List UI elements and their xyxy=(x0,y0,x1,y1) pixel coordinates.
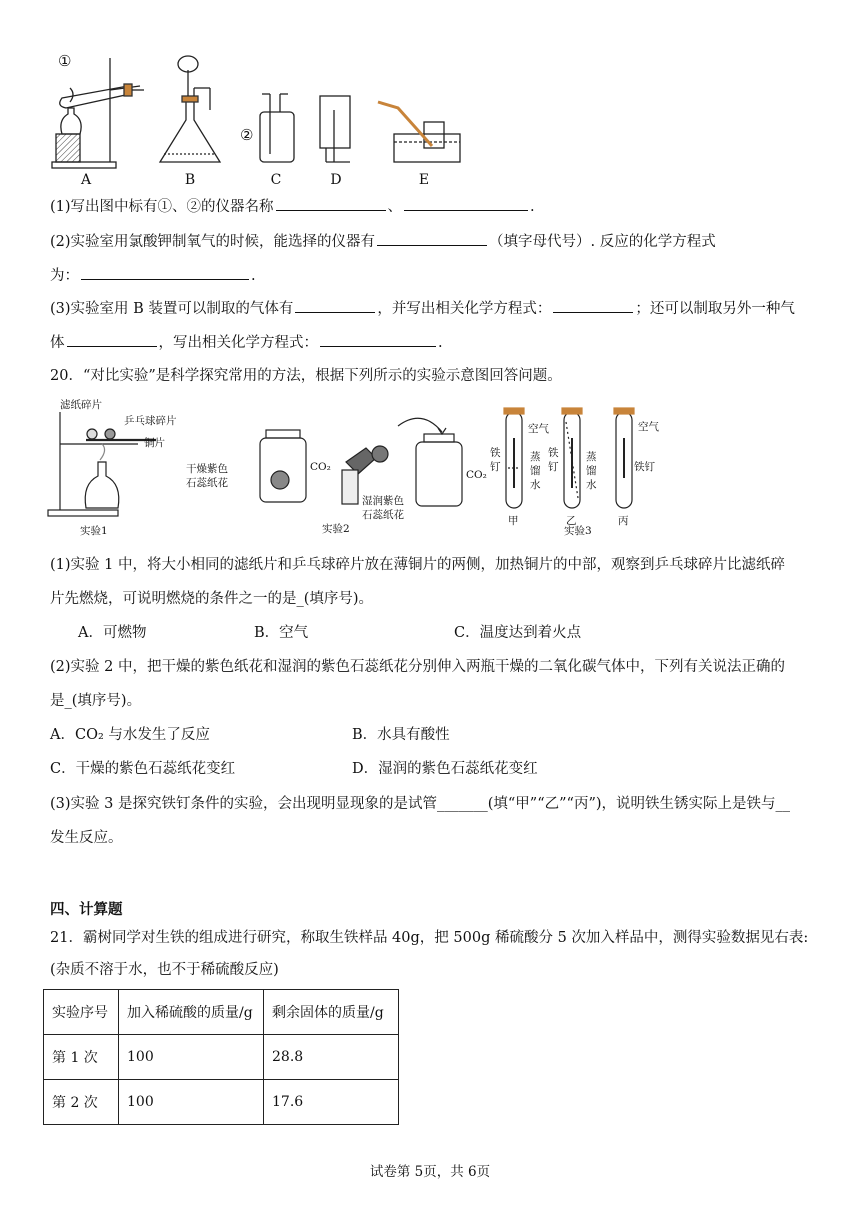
q19-part3: (3)实验室用 B 装置可以制取的气体有 ，并写出相关化学方程式： ；还可以制取另外一种气 xyxy=(50,298,795,319)
exp2-dry-label-2: 石蕊纸花 xyxy=(186,477,228,489)
label-b: B xyxy=(184,172,196,188)
q20-part1-line1: (1)实验 1 中，将大小相同的滤纸片和乒乓球碎片放在薄铜片的两侧，加热铜片的中部，观察到乒乓球碎片比滤纸碎 xyxy=(50,557,785,573)
option-c: C．温度达到着火点 xyxy=(454,625,582,641)
exp3-nail-label-2: 钉 xyxy=(490,461,501,473)
table-cell: 28.8 xyxy=(264,1035,399,1080)
label-a: A xyxy=(80,172,92,188)
q19-part2-cont: 为： . xyxy=(50,265,256,286)
section-title: 四、计算题 xyxy=(50,901,123,918)
q20-part2-line2: 是_(填序号)。 xyxy=(50,693,142,709)
table-cell: 第 2 次 xyxy=(44,1080,119,1125)
answer-blank[interactable] xyxy=(320,332,436,347)
option-a: A．CO₂ 与水发生了反应 xyxy=(50,727,210,743)
exp2-co2-label-2: CO₂ xyxy=(466,469,487,481)
answer-blank[interactable] xyxy=(67,332,157,347)
q20-part3-line2: 发生反应。 xyxy=(50,830,123,846)
q19-part2: (2)实验室用氯酸钾制氧气的时候，能选择的仪器有 （填字母代号）. 反应的化学方程式 xyxy=(50,231,716,252)
answer-blank[interactable] xyxy=(553,298,633,313)
exp3-tube-bing: 丙 xyxy=(618,515,629,527)
q20-part2-options-ab xyxy=(50,725,450,745)
exp3-b-nail-2: 钉 xyxy=(548,461,559,473)
exp3-b-water-3: 水 xyxy=(586,479,597,491)
exp1-filter-label: 滤纸碎片 xyxy=(60,399,102,411)
exp3-nail-label-1: 铁 xyxy=(490,447,501,459)
q20-intro: 20．“对比实验”是科学探究常用的方法，根据下列所示的实验示意图回答问题。 xyxy=(50,368,562,384)
table-header-cell: 加入稀硫酸的质量/g xyxy=(119,990,264,1035)
answer-blank[interactable] xyxy=(295,298,375,313)
answer-blank[interactable] xyxy=(404,196,528,211)
q21-line1: 21．霸树同学对生铁的组成进行研究，称取生铁样品 40g，把 500g 稀硫酸分 5 次加入样品中，测得实验数据见右表: xyxy=(50,930,809,946)
option-b: B．水具有酸性 xyxy=(352,727,450,743)
q20-part1-options xyxy=(78,623,581,643)
label-e: E xyxy=(418,172,430,188)
exp1-pingpong-label: 乒乓球碎片 xyxy=(124,415,177,427)
exp3-water-1: 蒸 xyxy=(530,451,541,463)
exp2-co2-label: CO₂ xyxy=(310,461,331,473)
exp3-tube-yi: 乙 xyxy=(566,515,577,527)
q20-part2-options-cd xyxy=(50,759,538,779)
q19-part1: (1)写出图中标有①、②的仪器名称 、 . xyxy=(50,196,535,217)
exp3-c-air-label: 空气 xyxy=(638,421,659,433)
table-cell: 17.6 xyxy=(264,1080,399,1125)
exp2-wet-label-1: 湿润紫色 xyxy=(362,495,404,507)
table-row xyxy=(44,1080,399,1125)
q21-line2: (杂质不溶于水，也不于稀硫酸反应) xyxy=(50,962,279,978)
exp2-label: 实验2 xyxy=(322,523,350,535)
table-header-cell: 实验序号 xyxy=(44,990,119,1035)
exp3-b-water-2: 馏 xyxy=(586,465,597,477)
q20-part3-line1: (3)实验 3 是探究铁钉条件的实验，会出现明显现象的是试管_______(填“甲”“乙”“丙”)，说明铁生锈实际上是铁与__ xyxy=(50,796,791,812)
answer-blank[interactable] xyxy=(81,265,249,280)
exp1-label: 实验1 xyxy=(80,525,108,537)
table-cell: 100 xyxy=(119,1080,264,1125)
exp3-water-3: 水 xyxy=(530,479,541,491)
exp3-b-nail-1: 铁 xyxy=(548,447,559,459)
answer-blank[interactable] xyxy=(276,196,386,211)
answer-blank[interactable] xyxy=(377,231,487,246)
exp3-c-nail-label: 铁钉 xyxy=(634,461,655,473)
q20-part2-line1: (2)实验 2 中，把干燥的紫色纸花和湿润的紫色石蕊纸花分别伸入两瓶干燥的二氧化碳气体中，下列有关说法正确的 xyxy=(50,659,785,675)
option-a: A．可燃物 xyxy=(78,625,147,641)
exp3-tube-jia: 甲 xyxy=(508,515,519,527)
exp3-air-label: 空气 xyxy=(528,423,549,435)
label-c: C xyxy=(270,172,282,188)
table-cell: 100 xyxy=(119,1035,264,1080)
option-b: B．空气 xyxy=(254,625,309,641)
exp3-label: 实验3 xyxy=(564,525,592,537)
table-row xyxy=(44,1035,399,1080)
table-header-row xyxy=(44,990,399,1035)
exp1-copper-label: 铜片 xyxy=(144,437,165,449)
exp3-b-water-1: 蒸 xyxy=(586,451,597,463)
data-table xyxy=(43,989,399,1125)
comparison-experiments-figure xyxy=(46,398,666,540)
marker-1: ① xyxy=(58,52,72,70)
label-d: D xyxy=(330,172,342,188)
option-d: D．湿润的紫色石蕊纸花变红 xyxy=(352,761,538,777)
exp3-water-2: 馏 xyxy=(530,465,541,477)
q20-part1-line2: 片先燃烧，可说明燃烧的条件之一的是_(填序号)。 xyxy=(50,591,374,607)
exp2-dry-label-1: 干燥紫色 xyxy=(186,463,228,475)
table-cell: 第 1 次 xyxy=(44,1035,119,1080)
option-c: C．干燥的紫色石蕊纸花变红 xyxy=(50,761,236,777)
exp2-wet-label-2: 石蕊纸花 xyxy=(362,509,404,521)
page-footer: 试卷第 5页，共 6页 xyxy=(369,1164,491,1180)
table-header-cell: 剩余固体的质量/g xyxy=(264,990,399,1035)
marker-2: ② xyxy=(240,126,254,144)
q19-part3-cont: 体 ，写出相关化学方程式： . xyxy=(50,332,443,353)
apparatus-figure xyxy=(48,50,468,190)
